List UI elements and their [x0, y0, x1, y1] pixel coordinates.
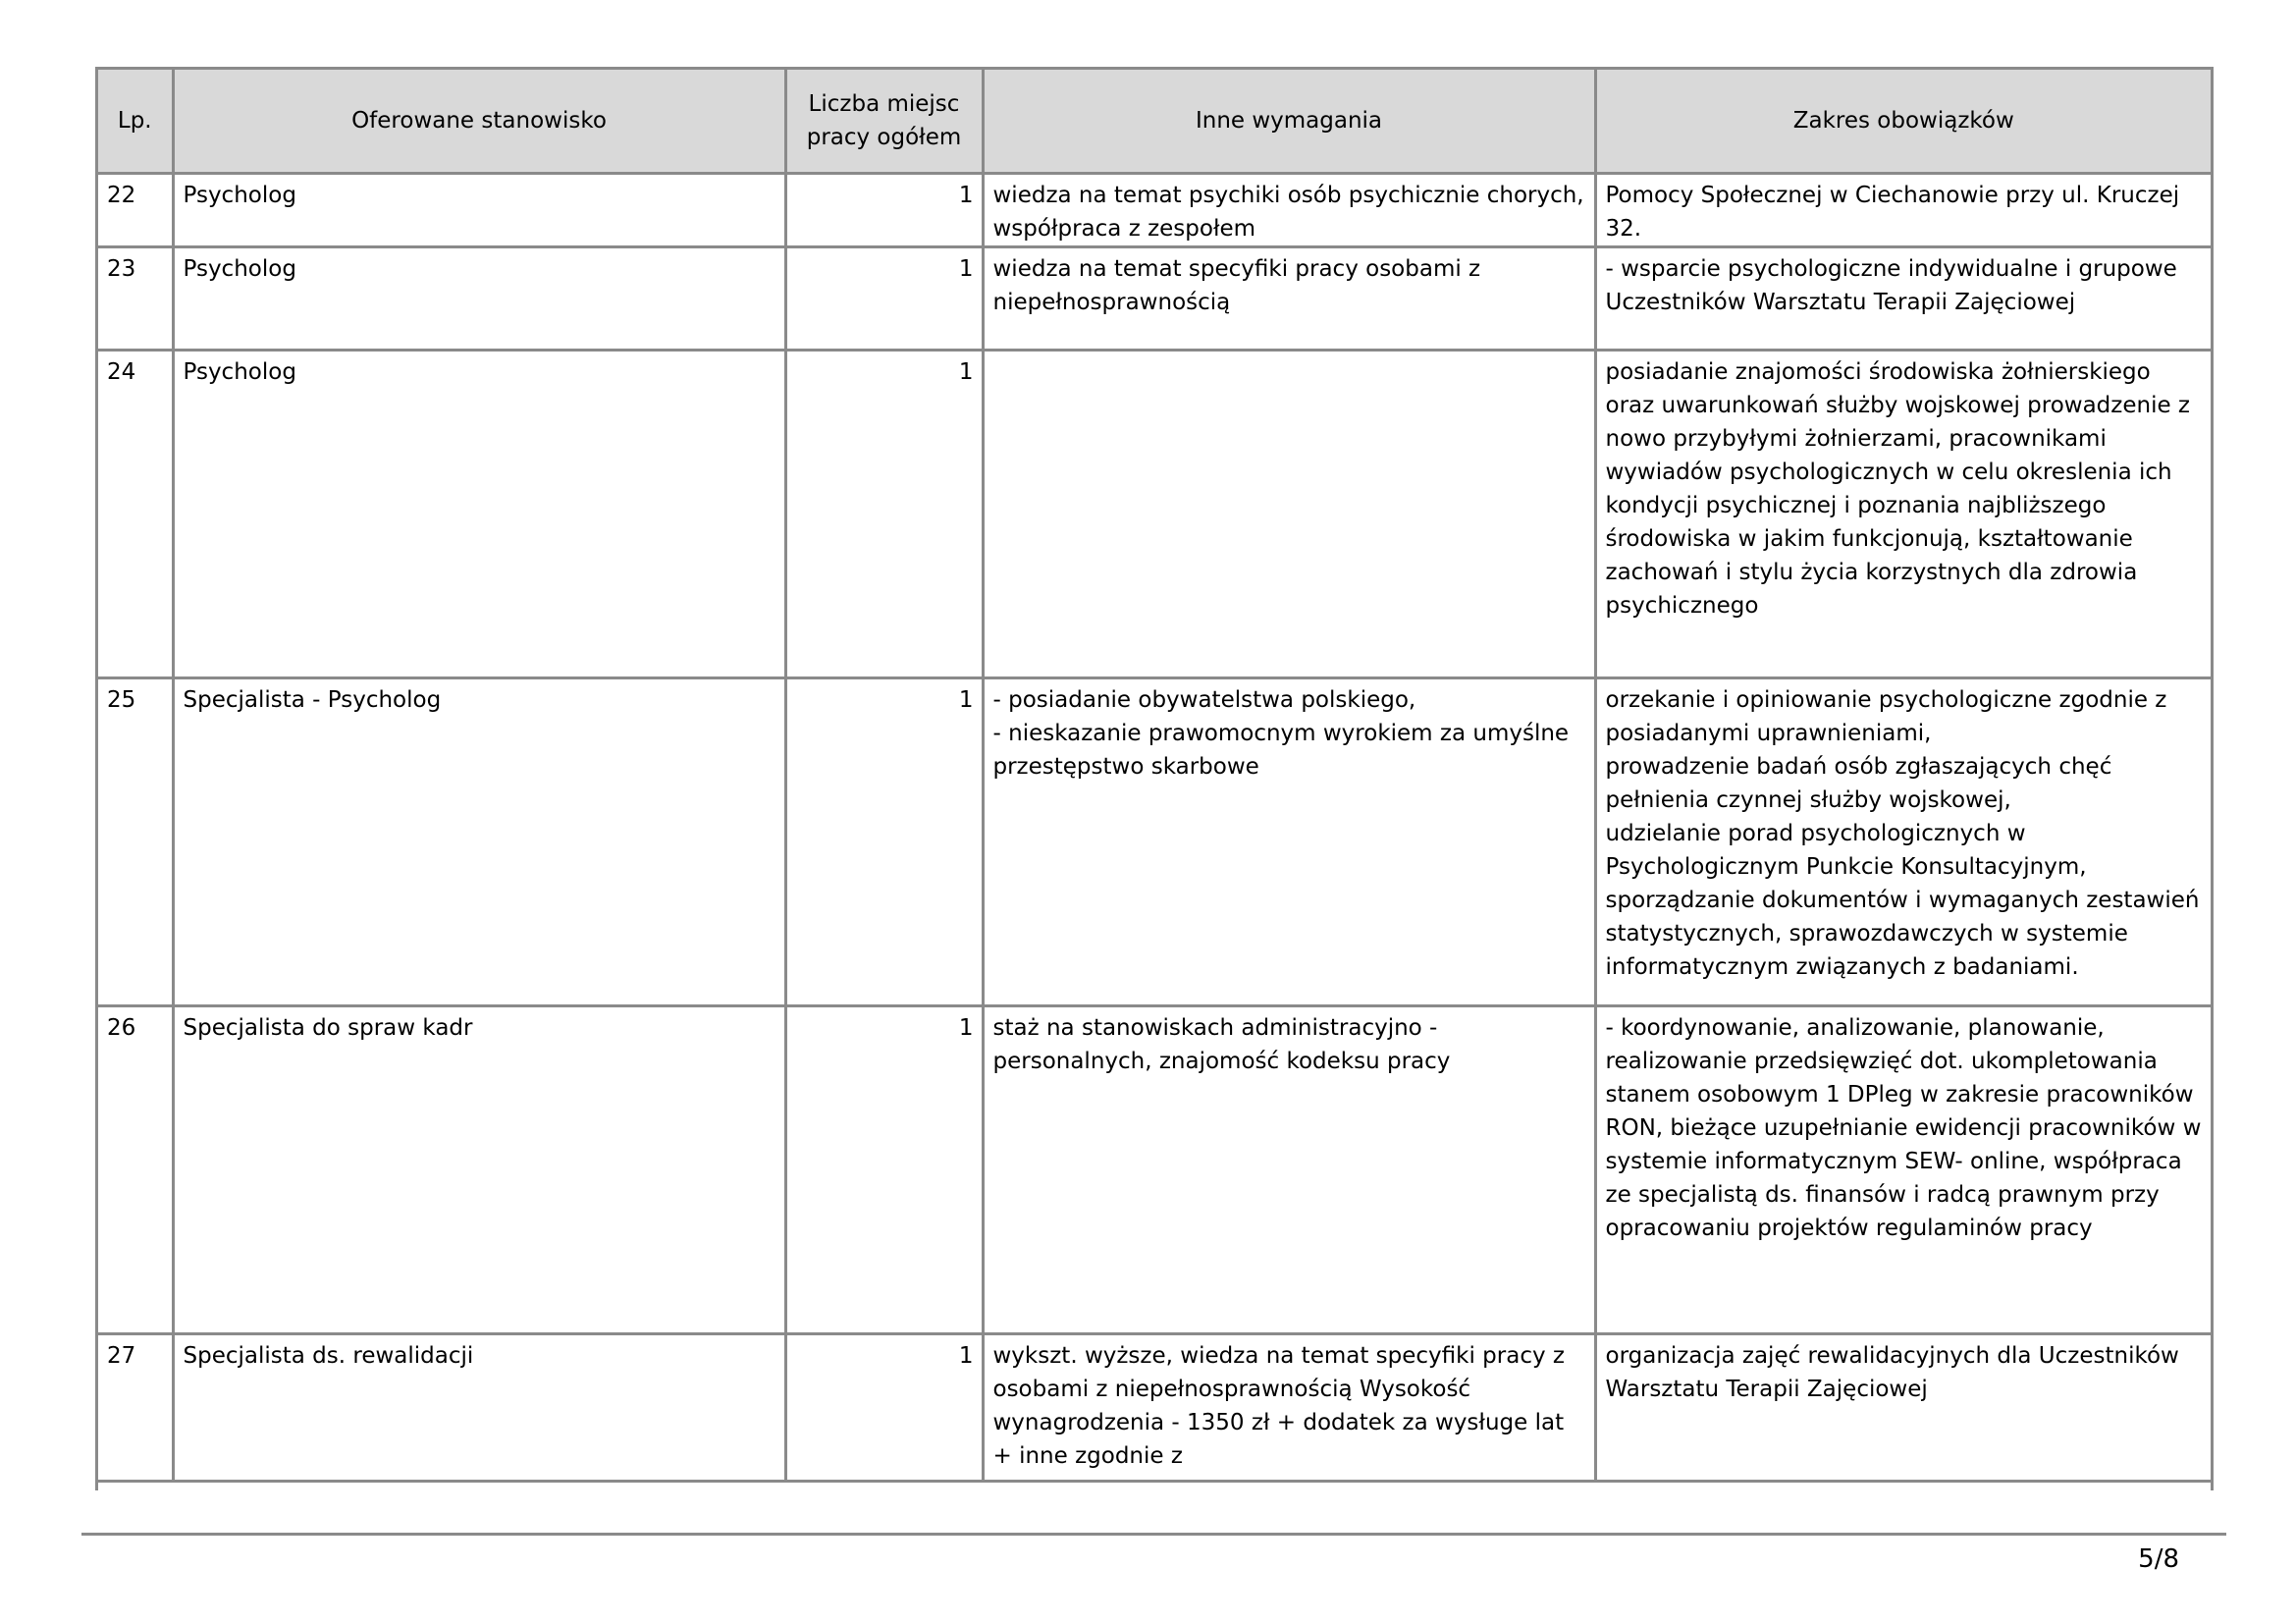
cell-lp: 22 — [98, 173, 173, 246]
cell-count: 1 — [785, 677, 983, 1005]
table-row — [98, 173, 2211, 246]
cell-position: Psycholog — [173, 246, 785, 350]
cell-requirements: - posiadanie obywatelstwa polskiego, - nieskazanie prawomocnym wyrokiem za umyślne przestępstwo skarbowe — [983, 677, 1595, 1005]
cell-duties: orzekanie i opiniowanie psychologiczne zgodnie z posiadanymi uprawnieniami, prowadzenie badań osób zgłaszających chęć pełnienia czynnej służby wojskowej, udzielanie porad psychologicznych w Psychologicznym Punkcie Konsultacyjnym, sporządzanie dokumentów i wymaganych zestawień statystycznych, sprawozdawczych w systemie informatycznym związanych z badaniami. — [1595, 677, 2211, 1005]
footer-divider — [81, 1533, 2226, 1536]
cell-requirements: wiedza na temat psychiki osób psychicznie chorych, współpraca z zespołem — [983, 173, 1595, 246]
header-position: Oferowane stanowisko — [173, 70, 785, 173]
job-offers-table — [98, 70, 2211, 1483]
cell-count: 1 — [785, 1333, 983, 1481]
cell-count: 1 — [785, 350, 983, 677]
table-header-row — [98, 70, 2211, 173]
cell-requirements — [983, 1333, 1595, 1481]
header-requirements: Inne wymagania — [983, 70, 1595, 173]
table-row — [98, 246, 2211, 350]
header-lp: Lp. — [98, 70, 173, 173]
cell-lp: 26 — [98, 1005, 173, 1333]
cell-requirements: staż na stanowiskach administracyjno - personalnych, znajomość kodeksu pracy — [983, 1005, 1595, 1333]
page-number: 5/8 — [2138, 1544, 2179, 1574]
cell-lp: 27 — [98, 1333, 173, 1481]
cell-lp: 23 — [98, 246, 173, 350]
cell-position: Specjalista - Psycholog — [173, 677, 785, 1005]
job-offers-table-container — [95, 67, 2214, 1490]
cell-requirements: wiedza na temat specyfiki pracy osobami z niepełnosprawnością — [983, 246, 1595, 350]
cell-requirements — [983, 350, 1595, 677]
cell-duties: - koordynowanie, analizowanie, planowanie, realizowanie przedsięwzięć dot. ukompletowania stanem osobowym 1 DPleg w zakresie pracowników RON, bieżące uzupełnianie ewidencji pracowników w systemie informatycznym SEW- online, współpraca ze specjalistą ds. finansów i radcą prawnym przy opracowaniu projektów regulaminów pracy — [1595, 1005, 2211, 1333]
cell-position: Specjalista do spraw kadr — [173, 1005, 785, 1333]
table-row — [98, 677, 2211, 1005]
cell-count: 1 — [785, 246, 983, 350]
cell-duties: organizacja zajęć rewalidacyjnych dla Uczestników Warsztatu Terapii Zajęciowej — [1595, 1333, 2211, 1481]
cell-count: 1 — [785, 1005, 983, 1333]
table-row — [98, 1333, 2211, 1481]
cell-requirements-text: wykszt. wyższe, wiedza na temat specyfiki pracy z osobami z niepełnosprawnością Wysokość wynagrodzenia - 1350 zł + dodatek za wysługe lat + inne zgodnie z — [992, 1342, 1565, 1469]
cell-lp: 24 — [98, 350, 173, 677]
cell-position: Specjalista ds. rewalidacji — [173, 1333, 785, 1481]
table-row — [98, 1005, 2211, 1333]
cell-position: Psycholog — [173, 173, 785, 246]
cell-duties: Pomocy Społecznej w Ciechanowie przy ul. Kruczej 32. — [1595, 173, 2211, 246]
cell-count: 1 — [785, 173, 983, 246]
cell-lp: 25 — [98, 677, 173, 1005]
header-count: Liczba miejsc pracy ogółem — [785, 70, 983, 173]
cell-duties: posiadanie znajomości środowiska żołnierskiego oraz uwarunkowań służby wojskowej prowadzenie z nowo przybyłymi żołnierzami, pracownikami wywiadów psychologicznych w celu okreslenia ich kondycji psychicznej i poznania najbliższego środowiska w jakim funkcjonują, kształtowanie zachowań i stylu życia korzystnych dla zdrowia psychicznego — [1595, 350, 2211, 677]
cell-position: Psycholog — [173, 350, 785, 677]
cell-duties: - wsparcie psychologiczne indywidualne i grupowe Uczestników Warsztatu Terapii Zajęciowej — [1595, 246, 2211, 350]
table-row — [98, 350, 2211, 677]
header-duties: Zakres obowiązków — [1595, 70, 2211, 173]
